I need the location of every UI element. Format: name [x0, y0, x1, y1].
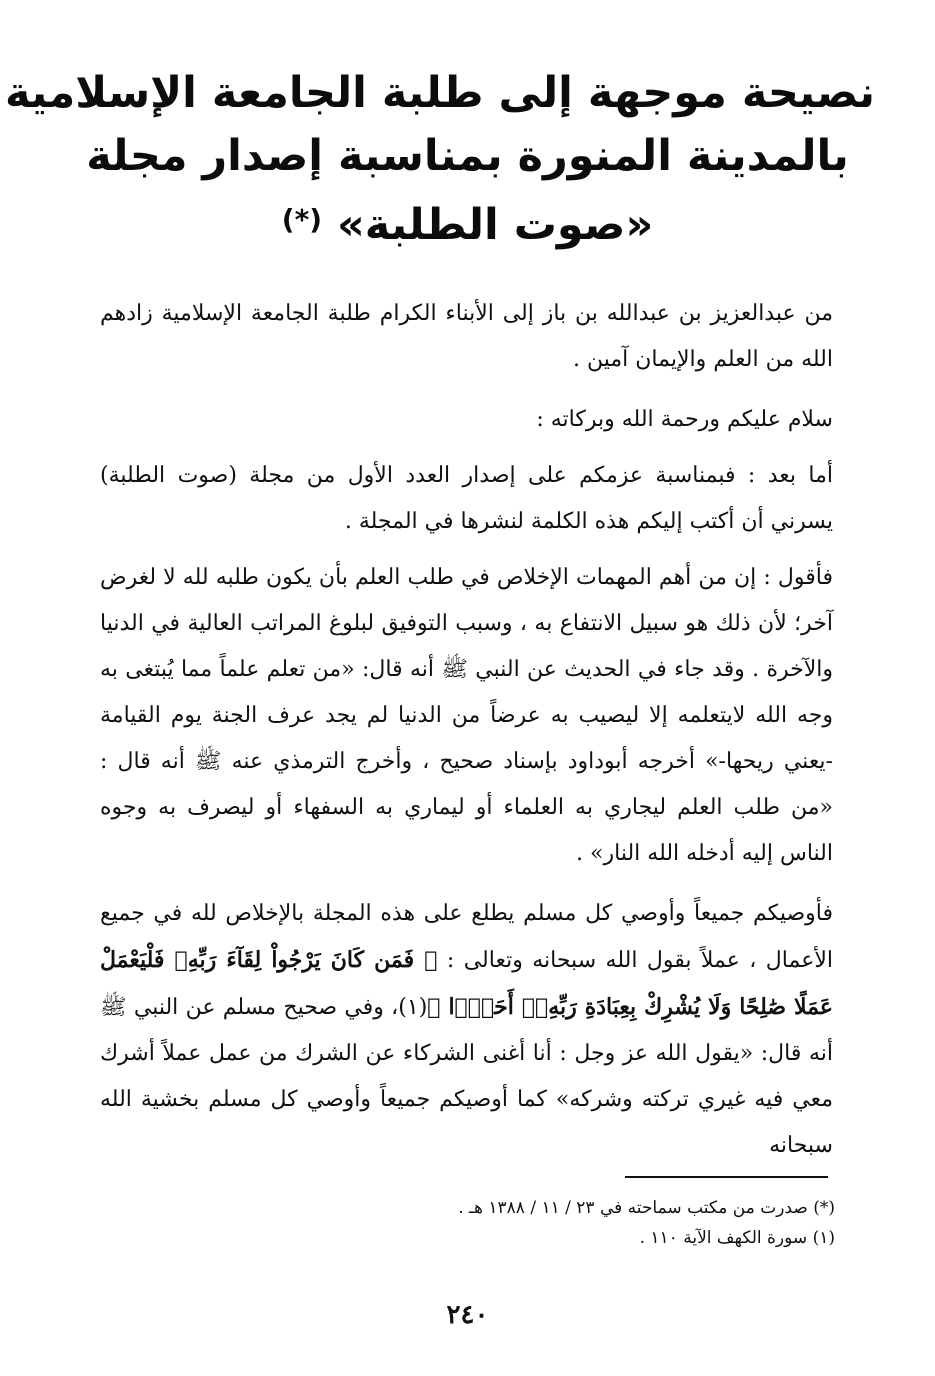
paragraph-salutation: سلام عليكم ورحمة الله وبركاته : [536, 407, 833, 432]
paragraph-intro: من عبدالعزيز بن عبدالله بن باز إلى الأبناء الكرام طلبة الجامعة الإسلامية زادهم الله من العلم والإيمان آمين . [100, 301, 833, 372]
page-number: ٢٤٠ [446, 1300, 489, 1330]
footnote-star: (*) صدرت من مكتب سماحته في ٢٣ / ١١ / ١٣٨٨ هـ . [458, 1198, 835, 1218]
title-footnote-mark: (*) [281, 203, 323, 236]
quran-verse: ﴿ فَمَن كَانَ يَرْجُواْ لِقَآءَ رَبِّهِۦ فَلْيَعْمَلْ عَمَلًا صَٰلِحًا وَلَا يُشْرِكْ بِعِبَادَةِ رَبِّهِۦٓ أَحَدًۢا ﴾ [100, 947, 833, 1020]
verse-footnote-ref: (١) [398, 995, 428, 1020]
title-line-1: نصيحة موجهة إلى طلبة الجامعة الإسلامية [4, 68, 875, 118]
paragraph-advice [100, 891, 833, 1169]
paragraph-ikhlas: فأقول : إن من أهم المهمات الإخلاص في طلب العلم بأن يكون طلبه لله لا لغرض آخر؛ لأن ذلك هو سبيل الانتفاع به ، وسبب التوفيق لبلوغ المراتب العالية في الدنيا والآخرة . وقد جاء في الحديث عن النبي ﷺ أنه قال: «من تعلم علماً مما يُبتغى به وجه الله لايتعلمه إلا ليصيب به عرضاً من الدنيا لم يجد عرف الجنة يوم القيامة -يعني ريحها-» أخرجه أبوداود بإسناد صحيح ، وأخرج الترمذي عنه ﷺ أنه قال : «من طلب العلم ليجاري به العلماء أو ليماري به السفهاء أو ليصرف به وجوه الناس إليه أدخله الله النار» . [100, 565, 833, 866]
footnote-separator [625, 1176, 828, 1178]
footnotes [102, 1193, 835, 1253]
title-line-2: بالمدينة المنورة بمناسبة إصدار مجلة [86, 131, 849, 181]
title-line-3 [60, 188, 875, 257]
article-title [4, 62, 875, 257]
paragraph-occasion: أما بعد : فبمناسبة عزمكم على إصدار العدد الأول من مجلة (صوت الطلبة) يسرني أن أكتب إليكم هذه الكلمة لنشرها في المجلة . [100, 463, 833, 534]
advice-text-after: ، وفي صحيح مسلم عن النبي ﷺ أنه قال: «يقول الله عز وجل : أنا أغنى الشركاء عن الشرك من عمل عملاً أشرك معي فيه غيري تركته وشركه» كما أوصيكم جميعاً وأوصي كل مسلم بخشية الله سبحانه [100, 995, 834, 1158]
title-magazine-name: «صوت الطلبة» [337, 200, 654, 250]
advice-text-before: فأوصيكم جميعاً وأوصي كل مسلم يطلع على هذه المجلة بالإخلاص لله في جميع الأعمال ، عملاً بقول الله سبحانه وتعالى : [100, 901, 833, 973]
article-body [100, 291, 833, 1169]
footnote-1: (١) سورة الكهف الآية ١١٠ . [639, 1228, 835, 1248]
